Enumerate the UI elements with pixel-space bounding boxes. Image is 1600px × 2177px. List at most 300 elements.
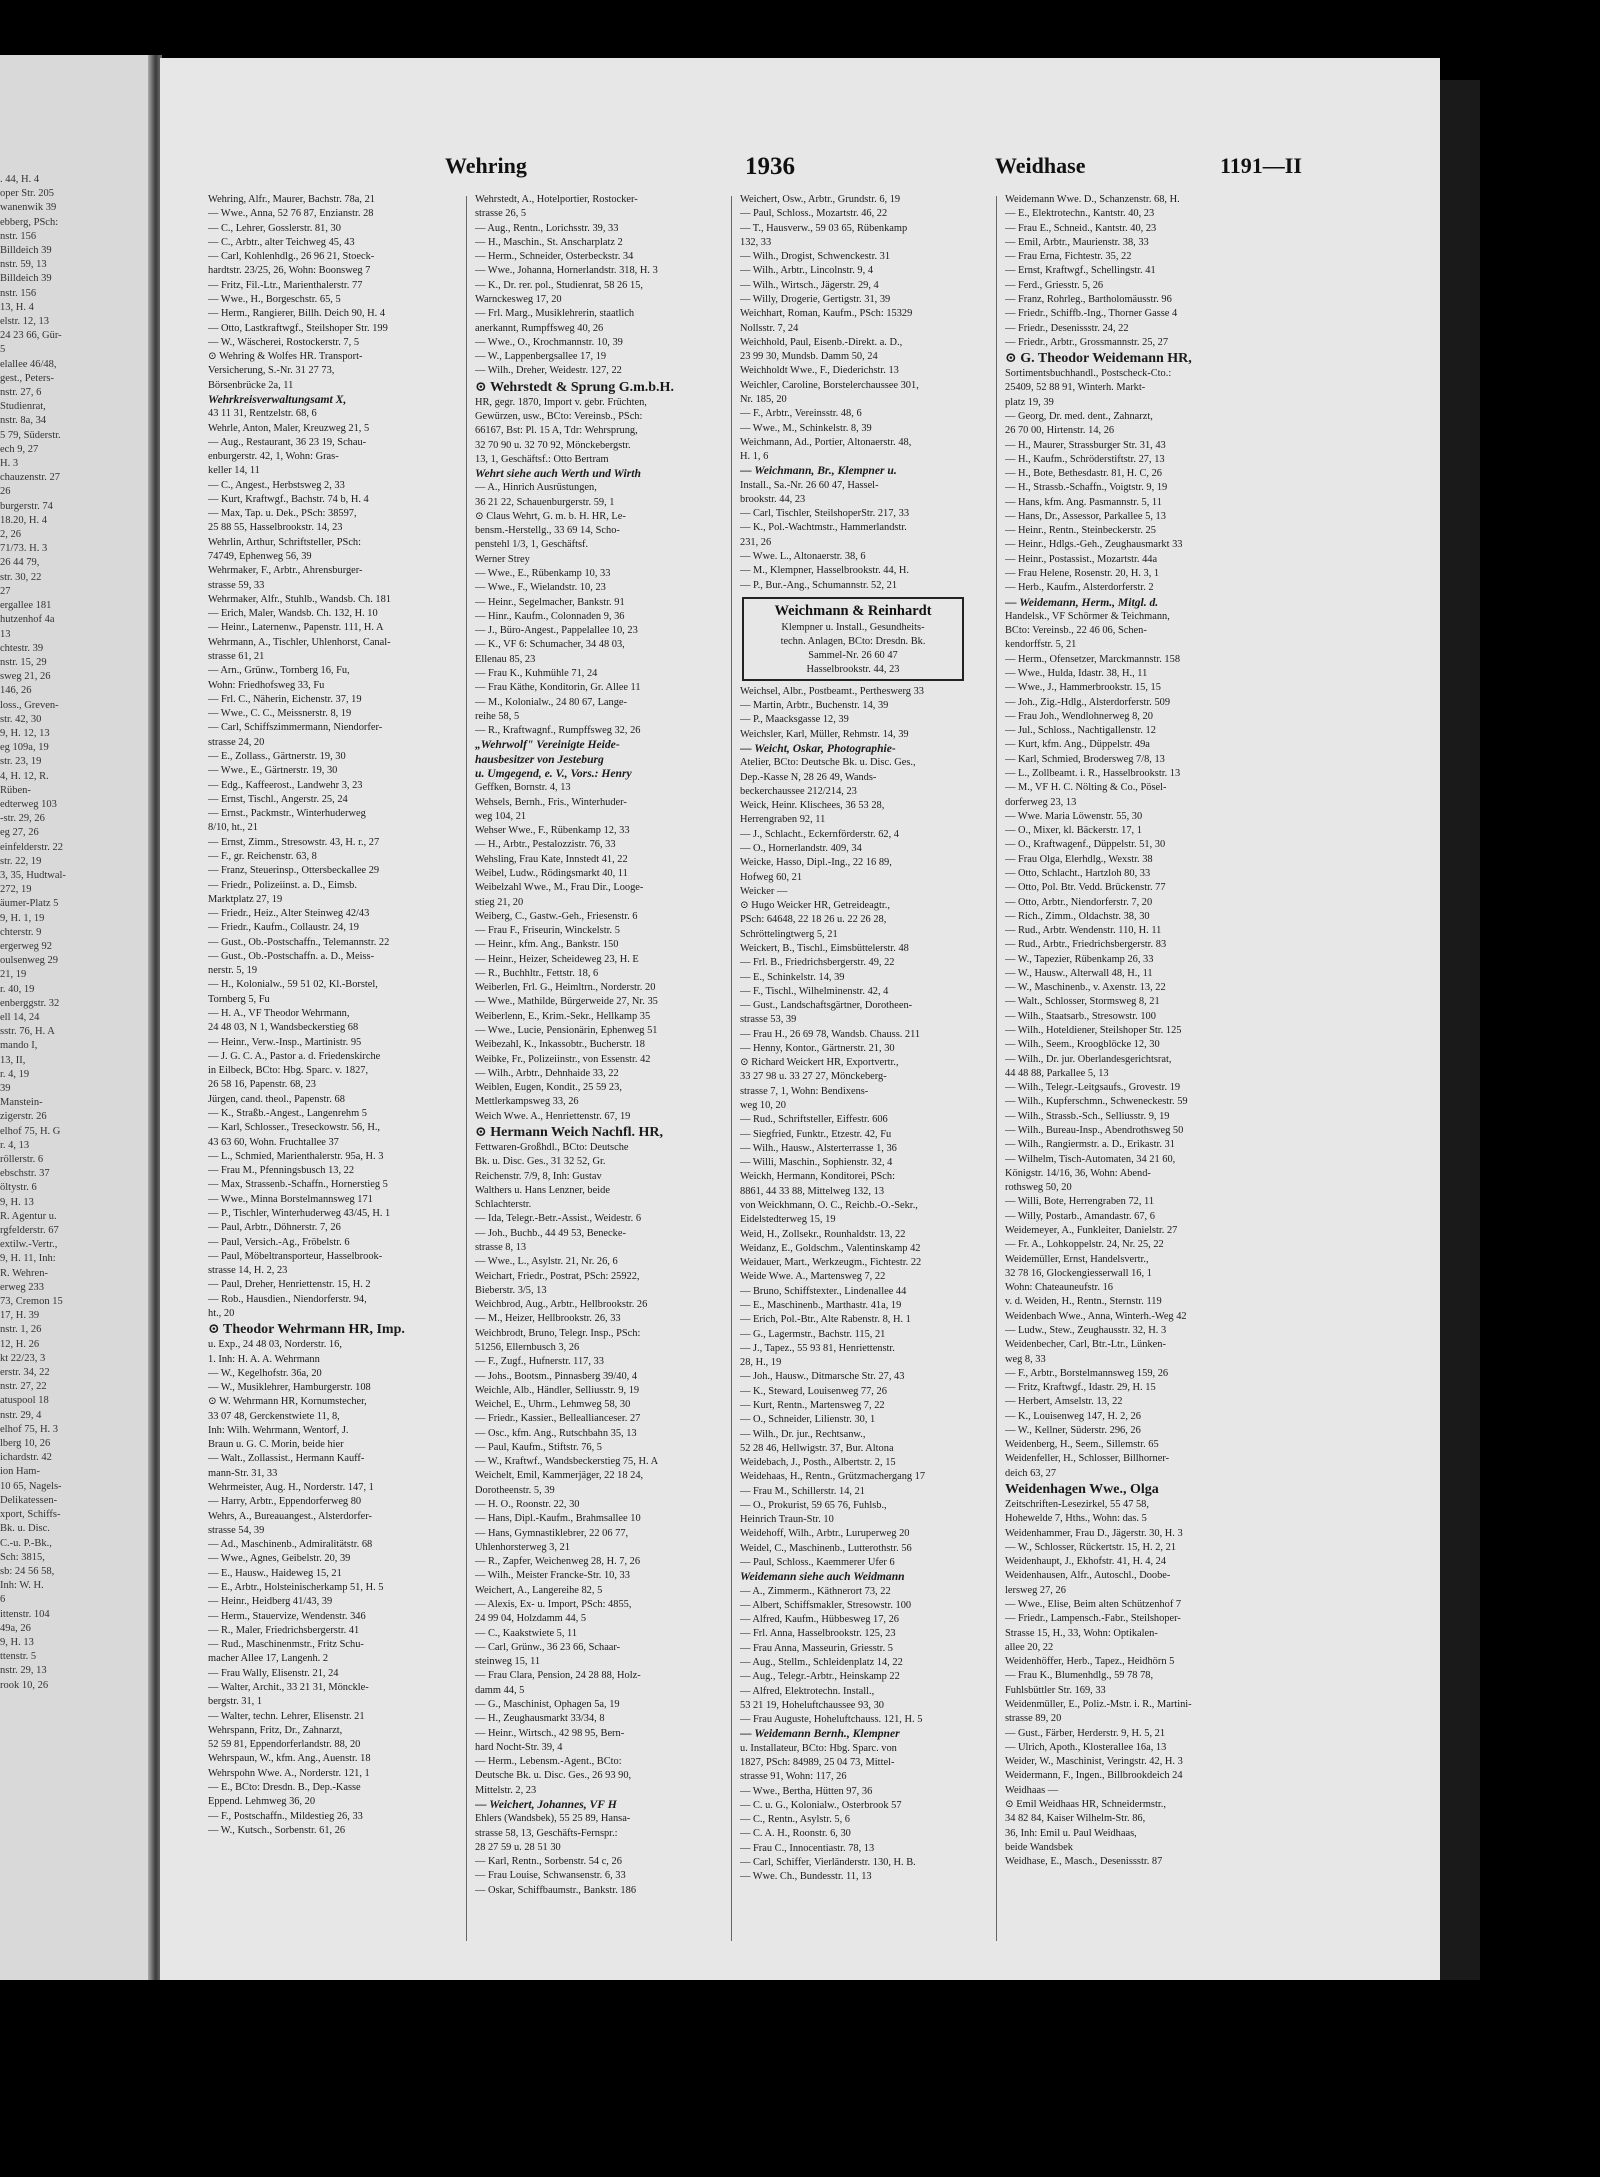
directory-entry: — C., Rentn., Asylstr. 5, 6 — [740, 1814, 850, 1826]
directory-entry: — O., Kraftwagenf., Düppelstr. 51, 30 — [1005, 839, 1166, 851]
directory-entry: — Aug., Telegr.-Arbtr., Heinskamp 22 — [740, 1671, 900, 1683]
directory-entry: — Frau Auguste, Hoheluftchauss. 121, H. 5 — [740, 1714, 923, 1726]
directory-entry: — Wwe., Bertha, Hütten 97, 36 — [740, 1785, 873, 1797]
directory-entry: rothsweg 50, 20 — [1005, 1182, 1072, 1194]
page-header — [160, 153, 1440, 193]
directory-entry: Weidehoff, Wilh., Arbtr., Luruperweg 20 — [740, 1528, 910, 1540]
directory-page — [160, 58, 1440, 1980]
directory-entry: — H. O., Roonstr. 22, 30 — [475, 1499, 580, 1511]
left-page-line: wanenwik 39 — [0, 202, 57, 214]
directory-entry: 32 78 16, Glockengiesserwall 16, 1 — [1005, 1267, 1152, 1279]
left-page-line: ebschstr. 37 — [0, 1168, 50, 1180]
directory-entry: Weiblen, Eugen, Kondit., 25 59 23, — [475, 1082, 622, 1094]
directory-entry: — Alfred, Kaufm., Hübbesweg 17, 26 — [740, 1614, 900, 1626]
directory-entry: — Ida, Telegr.-Betr.-Assist., Weidestr. 6 — [475, 1213, 642, 1225]
directory-entry: — Heinr., kfm. Ang., Bankstr. 150 — [475, 939, 619, 951]
left-page-line: 10 65, Nagels- — [0, 1480, 62, 1492]
directory-entry: Atelier, BCto: Deutsche Bk. u. Disc. Ges., — [740, 757, 916, 769]
directory-entry: 51256, Ellernbusch 3, 26 — [475, 1341, 580, 1353]
directory-entry: — Wwe., O., Krochmannstr. 10, 39 — [475, 336, 623, 348]
left-page-line: 4, H. 12, R. — [0, 770, 49, 782]
directory-entry: Herrengraben 92, 11 — [740, 814, 826, 826]
directory-entry: — Frau Erna, Fichtestr. 35, 22 — [1005, 251, 1132, 263]
directory-entry: — Gust., Ob.-Postschaffn. a. D., Meiss- — [208, 950, 375, 962]
directory-entry: Wehrmeister, Aug. H., Norderstr. 147, 1 — [208, 1482, 374, 1494]
directory-entry: — Ulrich, Apoth., Klosterallee 16a, 13 — [1005, 1741, 1167, 1753]
left-page-line: chauzenstr. 27 — [0, 472, 61, 484]
left-page-line: hutzenhof 4a — [0, 614, 55, 626]
left-page-line: r. 4, 19 — [0, 1068, 30, 1080]
directory-entry: Eidelstedterweg 15, 19 — [740, 1214, 836, 1226]
directory-entry: Weidanz, E., Goldschm., Valentinskamp 42 — [740, 1242, 921, 1254]
directory-entry: allee 20, 22 — [1005, 1641, 1054, 1653]
left-page-line: 6 — [0, 1594, 6, 1606]
directory-entry: — E., BCto: Dresdn. B., Dep.-Kasse — [208, 1781, 361, 1793]
directory-entry: — Erich, Maler, Wandsb. Ch. 132, H. 10 — [208, 608, 378, 620]
header-year: 1936 — [745, 153, 795, 180]
directory-entry: — E., Maschinenb., Marthastr. 41a, 19 — [740, 1299, 902, 1311]
directory-entry: — Wwe., Agnes, Geibelstr. 20, 39 — [208, 1553, 351, 1565]
directory-entry: dorferweg 23, 13 — [1005, 796, 1077, 808]
directory-entry: — C. A. H., Roonstr. 6, 30 — [740, 1828, 851, 1840]
left-page-line: 9, H. 1, 19 — [0, 912, 45, 924]
directory-heading-entry: ⊙ G. Theodor Weidemann HR, — [1005, 351, 1192, 367]
directory-entry: ⊙ W. Wehrmann HR, Kornumstecher, — [208, 1396, 367, 1408]
directory-entry: — Osc., kfm. Ang., Rutschbahn 35, 13 — [475, 1427, 637, 1439]
left-page-line: Delikatessen- — [0, 1494, 58, 1506]
left-page-line: 13 — [0, 628, 11, 640]
directory-entry: 24 48 03, N 1, Wandsbeckerstieg 68 — [208, 1022, 359, 1034]
directory-entry: Weide Wwe. A., Martensweg 7, 22 — [740, 1271, 886, 1283]
left-page-line: elallee 46/48, — [0, 358, 57, 370]
directory-heading-entry: ⊙ Wehrstedt & Sprung G.m.b.H. — [475, 379, 674, 395]
directory-entry: ⊙ Richard Weickert HR, Exportvertr., — [740, 1057, 899, 1069]
directory-entry: — Otto, Pol. Btr. Vedd. Brückenstr. 77 — [1005, 882, 1166, 894]
column-divider — [996, 196, 997, 1941]
left-page-line: 2, 26 — [0, 529, 21, 541]
directory-entry: deich 63, 27 — [1005, 1467, 1057, 1479]
directory-entry: — P., Maacksgasse 12, 39 — [740, 714, 849, 726]
directory-entry: Weidenberg, H., Seem., Sillemstr. 65 — [1005, 1439, 1159, 1451]
directory-entry: — Frau M., Pfenningsbusch 13, 22 — [208, 1165, 355, 1177]
left-page-line: äumer-Platz 5 — [0, 898, 59, 910]
left-page-line: erstr. 34, 22 — [0, 1367, 50, 1379]
directory-entry: — Wilh., Arbtr., Dehnhaide 33, 22 — [475, 1067, 619, 1079]
directory-entry: keller 14, 11 — [208, 465, 260, 477]
directory-entry: Weichert, Osw., Arbtr., Grundstr. 6, 19 — [740, 194, 901, 205]
directory-entry: strasse 26, 5 — [475, 208, 527, 220]
page-number: 1191—II — [1220, 153, 1302, 178]
directory-entry: — Heinr., Verw.-Insp., Martinistr. 95 — [208, 1036, 362, 1048]
directory-entry: — E., Schinkelstr. 14, 39 — [740, 971, 845, 983]
left-page-line: Studienrat, — [0, 401, 46, 413]
directory-entry: — Wwe., M., Schinkelstr. 8, 39 — [740, 422, 872, 434]
left-page-line: Bk. u. Disc. — [0, 1523, 50, 1535]
directory-entry: 231, 26 — [740, 536, 772, 548]
left-page-line: oulsenweg 29 — [0, 955, 59, 967]
directory-entry: — Friedr., Kaufm., Collaustr. 24, 19 — [208, 922, 359, 934]
directory-entry: — W., Kellner, Süderstr. 296, 26 — [1005, 1424, 1141, 1436]
directory-entry: — E., Hausw., Haideweg 15, 21 — [208, 1567, 342, 1579]
directory-entry: Weidemüller, Ernst, Handelsvertr., — [1005, 1253, 1149, 1265]
directory-entry: Weidermann, F., Ingen., Billbrookdeich 24 — [1005, 1770, 1183, 1782]
directory-entry: Weichbrod, Aug., Arbtr., Hellbrookstr. 26 — [475, 1299, 648, 1311]
directory-entry: — W., Kegelhofstr. 36a, 20 — [208, 1367, 322, 1379]
directory-entry: — Wwe., Hulda, Idastr. 38, H., 11 — [1005, 668, 1148, 679]
directory-entry: — T., Hausverw., 59 03 65, Rübenkamp — [740, 222, 908, 234]
directory-entry: — Frl. C., Näherin, Eichenstr. 37, 19 — [208, 693, 362, 705]
directory-entry: — Walt., Schlosser, Stormsweg 8, 21 — [1005, 996, 1160, 1008]
directory-heading-entry: — Weichert, Johannes, VF H — [475, 1797, 617, 1811]
directory-entry: — Frl. B., Friedrichsbergerstr. 49, 22 — [740, 957, 895, 969]
left-page-line: 12, H. 26 — [0, 1338, 40, 1350]
directory-entry: — K., Dr. rer. pol., Studienrat, 58 26 15, — [475, 279, 643, 291]
left-page-edge — [0, 55, 158, 1980]
left-page-line: nstr. 27, 22 — [0, 1381, 47, 1393]
directory-entry: — Kurt, Kraftwgf., Bachstr. 74 b, H. 4 — [208, 493, 369, 505]
directory-entry: — G., Lagermstr., Bachstr. 115, 21 — [740, 1328, 886, 1340]
left-page-line: ittenstr. 104 — [0, 1608, 50, 1620]
directory-entry: penstehl 1/3, 1, Geschäftsf. — [475, 539, 589, 551]
left-page-line: elstr. 12, 13 — [0, 316, 49, 328]
directory-entry: — Herm., Schneider, Osterbeckstr. 34 — [475, 251, 634, 263]
left-page-line: R. Agentur u. — [0, 1210, 57, 1222]
directory-entry: Weichelt, Emil, Kammerjäger, 22 18 24, — [475, 1470, 644, 1482]
directory-entry: 33 07 48, Gerckenstwiete 11, 8, — [208, 1410, 340, 1422]
directory-entry: — R., Maler, Friedrichsbergerstr. 41 — [208, 1624, 360, 1636]
directory-entry: Weidenhaupt, J., Ekhofstr. 41, H. 4, 24 — [1005, 1556, 1167, 1568]
directory-entry: Weich Wwe. A., Henriettenstr. 67, 19 — [475, 1110, 631, 1122]
directory-entry: — Walter, techn. Lehrer, Elisenstr. 21 — [208, 1710, 365, 1722]
directory-entry: — F., Arbtr., Borstelmannsweg 159, 26 — [1005, 1367, 1169, 1379]
directory-entry: — H., Maurer, Strassburger Str. 31, 43 — [1005, 439, 1166, 451]
left-page-line: 26 — [0, 486, 11, 498]
directory-entry: — Rud., Schriftsteller, Eiffestr. 606 — [740, 1114, 888, 1126]
left-page-line: 21, 19 — [0, 969, 27, 981]
directory-entry: — Emil, Arbtr., Maurienstr. 38, 33 — [1005, 236, 1149, 248]
directory-entry: — Paul, Schloss., Kaemmerer Ufer 6 — [740, 1557, 895, 1569]
directory-entry: — Gust., Landschaftsgärtner, Dorotheen- — [740, 1000, 913, 1012]
directory-entry: — Otto, Schlacht., Hartzloh 80, 33 — [1005, 867, 1151, 879]
directory-entry: Marktplatz 27, 19 — [208, 893, 283, 905]
directory-entry: Weiberg, C., Gastw.-Geh., Friesenstr. 6 — [475, 910, 638, 922]
directory-entry: — Heinr., Rentn., Steinbeckerstr. 25 — [1005, 525, 1156, 537]
left-page-line: 272, 19 — [0, 884, 32, 896]
directory-entry: — Willi, Maschin., Sophienstr. 32, 4 — [740, 1157, 893, 1169]
directory-entry: u. Installateur, BCto: Hbg. Sparc. von — [740, 1742, 897, 1754]
directory-entry: strasse 53, 39 — [740, 1014, 797, 1026]
directory-heading-entry: Wehrt siehe auch Werth und Wirth — [475, 467, 641, 481]
directory-entry: Weichert, A., Langereihe 82, 5 — [475, 1584, 603, 1596]
directory-entry: — Frau H., 26 69 78, Wandsb. Chauss. 211 — [740, 1028, 921, 1040]
directory-entry: ⊙ Emil Weidhaas HR, Schneidermstr., — [1005, 1798, 1166, 1810]
directory-entry: — M., Kolonialw., 24 80 67, Lange- — [475, 696, 627, 708]
directory-entry: — Ad., Maschinenb., Admiralitätstr. 68 — [208, 1539, 373, 1551]
left-page-line: R. Wehren- — [0, 1267, 48, 1279]
left-page-line: einfelderstr. 22 — [0, 841, 63, 853]
directory-entry: Werner Strey — [475, 553, 530, 565]
directory-entry: — Frau F., Friseurin, Winckelstr. 5 — [475, 925, 620, 937]
directory-entry: — F., Arbtr., Vereinsstr. 48, 6 — [740, 408, 862, 420]
directory-entry: 34 82 84, Kaiser Wilhelm-Str. 86, — [1005, 1813, 1146, 1825]
left-page-line: ion Ham- — [0, 1466, 40, 1478]
directory-entry: lersweg 27, 26 — [1005, 1584, 1066, 1596]
directory-entry: — Wwe., Johanna, Hornerlandstr. 318, H. 3 — [475, 265, 658, 277]
directory-entry: anerkannt, Rumpffsweg 40, 26 — [475, 322, 604, 334]
directory-entry: Weidenhöffer, Herb., Tapez., Heidhörn 5 — [1005, 1656, 1175, 1668]
left-page-line: zigerstr. 26 — [0, 1111, 47, 1123]
directory-entry: — Frl. Anna, Hasselbrookstr. 125, 23 — [740, 1628, 896, 1640]
left-page-line: str. 42, 30 — [0, 713, 42, 725]
directory-entry: — Rud., Maschinenmstr., Fritz Schu- — [208, 1639, 364, 1651]
directory-entry: in Eilbeck, BCto: Hbg. Sparc. v. 1827, — [208, 1065, 369, 1077]
left-page-line: 13, II, — [0, 1054, 26, 1066]
directory-heading-entry: — Weidemann, Herm., Mitgl. d. — [1005, 595, 1159, 609]
left-page-line: nstr. 29, 4 — [0, 1409, 42, 1421]
directory-entry: — Wilh., Hausw., Alsterterrasse 1, 36 — [740, 1142, 897, 1154]
directory-entry: Weichle, Alb., Händler, Selliusstr. 9, 19 — [475, 1384, 640, 1396]
directory-entry: Weiberlen, Frl. G., Heimltrn., Norderstr. 20 — [475, 982, 656, 994]
left-page-line: chterstr. 9 — [0, 926, 42, 938]
directory-entry: Weichhold, Paul, Eisenb.-Direkt. a. D., — [740, 336, 903, 348]
directory-entry: — Wilh., Seem., Kroogblöcke 12, 30 — [1005, 1039, 1160, 1051]
directory-entry: — H., Kaufm., Schröderstiftstr. 27, 13 — [1005, 453, 1165, 465]
directory-entry: — Wilh., Strassb.-Sch., Selliusstr. 9, 19 — [1005, 1110, 1170, 1122]
directory-entry: — W., Lappenbergsallee 17, 19 — [475, 351, 607, 363]
directory-entry: nerstr. 5, 19 — [208, 965, 258, 977]
directory-entry: — Joh., Zig.-Hdlg., Alsterdorferstr. 509 — [1005, 696, 1171, 708]
directory-entry: — Wwe., J., Hammerbrookstr. 15, 15 — [1005, 682, 1161, 694]
directory-entry: ht., 20 — [208, 1307, 235, 1319]
left-page-line: nstr. 1, 26 — [0, 1324, 42, 1336]
directory-entry: Weichsel, Albr., Postbeamt., Pertheswerg 33 — [740, 685, 924, 697]
directory-entry: strasse 89, 20 — [1005, 1713, 1062, 1725]
directory-heading-entry: „Wehrwolf" Vereinigte Heide- — [475, 738, 620, 752]
directory-entry: — Siegfried, Funktr., Etzestr. 42, Fu — [740, 1128, 892, 1140]
directory-entry: — Otto, Lastkraftwgf., Steilshoper Str. 199 — [208, 322, 388, 334]
directory-entry: — Otto, Arbtr., Niendorferstr. 7, 20 — [1005, 896, 1153, 908]
directory-entry: — Edg., Kaffeerost., Landwehr 3, 23 — [208, 779, 363, 791]
directory-entry: — Aug., Rentn., Lorichsstr. 39, 33 — [475, 222, 619, 234]
directory-entry: — Hans, Dipl.-Kaufm., Brahmsallee 10 — [475, 1513, 641, 1525]
directory-entry: 74749, Ephenweg 56, 39 — [208, 551, 312, 563]
directory-entry: 53 21 19, Hoheluftchaussee 93, 30 — [740, 1699, 884, 1711]
directory-entry: Weick, Heinr. Klischees, 36 53 28, — [740, 800, 885, 812]
directory-entry: — Georg, Dr. med. dent., Zahnarzt, — [1005, 410, 1153, 422]
directory-entry: — Ludw., Stew., Zeughausstr. 32, H. 3 — [1005, 1324, 1167, 1336]
directory-entry: — M., VF H. C. Nölting & Co., Pösel- — [1005, 782, 1167, 794]
directory-entry: — Heinr., Segelmacher, Bankstr. 91 — [475, 596, 625, 608]
left-page-line: mando I, — [0, 1040, 38, 1052]
directory-entry: — O., Prokurist, 59 65 76, Fuhlsb., — [740, 1499, 887, 1511]
left-page-line: eg 27, 26 — [0, 827, 39, 839]
left-page-line: xport, Schiffs- — [0, 1509, 61, 1521]
directory-column-2 — [475, 193, 705, 1948]
directory-heading-entry: u. Umgegend, e. V., Vors.: Henry — [475, 766, 632, 780]
directory-entry: — Henny, Kontor., Gärtnerstr. 21, 30 — [740, 1042, 895, 1054]
directory-entry: — K., VF 6: Schumacher, 34 48 03, — [475, 639, 625, 651]
directory-entry: Schröttelingtwerg 5, 21 — [740, 928, 838, 940]
left-page-line: 13, H. 4 — [0, 301, 34, 313]
directory-entry: Weichler, Caroline, Borstelerchaussee 301, — [740, 379, 919, 391]
directory-entry: Wehser Wwe., F., Rübenkamp 12, 33 — [475, 825, 630, 837]
directory-entry: — Wwe., E., Rübenkamp 10, 33 — [475, 568, 611, 580]
directory-entry: — K., Steward, Louisenweg 77, 26 — [740, 1385, 887, 1397]
directory-entry: 1827, PSch: 84989, 25 04 73, Mittel- — [740, 1756, 895, 1768]
left-page-line: sb: 24 56 58, — [0, 1565, 55, 1577]
directory-entry: Reichenstr. 7/9, 8, Inh: Gustav — [475, 1170, 602, 1182]
directory-entry: Zeitschriften-Lesezirkel, 55 47 58, — [1005, 1499, 1149, 1511]
directory-entry: — L., Schmied, Marienthalerstr. 95a, H. 3 — [208, 1150, 384, 1162]
directory-entry: strasse 58, 13, Geschäfts-Fernspr.: — [475, 1827, 618, 1839]
directory-entry: — Frau K., Blumenhdlg., 59 78 78, — [1005, 1670, 1154, 1682]
directory-entry: — R., Zapfer, Weichenweg 28, H. 7, 26 — [475, 1556, 641, 1568]
directory-entry: strasse 91, Wohn: 117, 26 — [740, 1771, 847, 1783]
directory-entry: — Frau Helene, Rosenstr. 20, H. 3, 1 — [1005, 568, 1160, 580]
directory-entry: — Bruno, Schiffstexter., Lindenallee 44 — [740, 1285, 907, 1297]
directory-entry: — Fritz, Fil.-Ltr., Marienthalerstr. 77 — [208, 279, 363, 291]
directory-entry: macher Allee 17, Langenh. 2 — [208, 1653, 329, 1665]
directory-entry: — C., Lehrer, Gosslerstr. 81, 30 — [208, 222, 341, 234]
directory-entry: Schlachterstr. — [475, 1199, 532, 1211]
directory-entry: — C., Kaakstwiete 5, 11 — [475, 1627, 578, 1639]
directory-entry: hard Nocht-Str. 39, 4 — [475, 1741, 563, 1753]
directory-entry: Versicherung, S.-Nr. 31 27 73, — [208, 365, 335, 377]
directory-entry: Mittelstr. 2, 23 — [475, 1784, 537, 1796]
directory-entry: — Wilh., Rangiermstr. a. D., Erikastr. 31 — [1005, 1139, 1175, 1151]
directory-entry: — Gust., Färber, Herderstr. 9, H. 5, 21 — [1005, 1727, 1166, 1739]
directory-entry: Weiberlenn, E., Krim.-Sekr., Hellkamp 35 — [475, 1010, 651, 1022]
directory-entry: weg 104, 21 — [475, 810, 527, 822]
directory-entry: 26 58 16, Papenstr. 68, 23 — [208, 1079, 316, 1091]
left-page-text — [0, 173, 150, 1693]
directory-entry: brookstr. 44, 23 — [740, 493, 806, 505]
directory-entry: stieg 21, 20 — [475, 896, 524, 908]
directory-entry: Weidenfeller, H., Schlosser, Billhorner- — [1005, 1453, 1170, 1465]
directory-entry: — Rich., Zimm., Oldachstr. 38, 30 — [1005, 910, 1150, 922]
directory-entry: — Ferd., Griesstr. 5, 26 — [1005, 279, 1104, 291]
directory-entry: Weidehaas, H., Rentn., Grützmachergang 17 — [740, 1471, 926, 1483]
directory-entry: — H. A., VF Theodor Wehrmann, — [208, 1008, 350, 1020]
directory-entry: — Joh., Buchb., 44 49 53, Benecke- — [475, 1227, 626, 1239]
directory-entry: Weidebach, J., Posth., Albertstr. 2, 15 — [740, 1457, 896, 1469]
directory-entry: Weicker — — [740, 885, 788, 897]
directory-entry: Weichholdt Wwe., F., Diederichstr. 13 — [740, 365, 899, 377]
directory-entry: Uhlenhorsterweg 3, 21 — [475, 1541, 570, 1553]
directory-entry: — F., gr. Reichenstr. 63, 8 — [208, 850, 317, 862]
directory-entry: Weidemeyer, A., Funkleiter, Danielstr. 27 — [1005, 1224, 1178, 1236]
directory-entry: — Aug., Stellm., Schleidenplatz 14, 22 — [740, 1657, 903, 1668]
directory-entry: — Frau C., Innocentiastr. 78, 13 — [740, 1842, 875, 1854]
directory-entry: 1. Inh: H. A. A. Wehrmann — [208, 1353, 320, 1365]
column-divider — [466, 196, 467, 1941]
directory-entry: — C., Arbtr., alter Teichweg 45, 43 — [208, 236, 355, 248]
directory-entry: Weichhart, Roman, Kaufm., PSch: 15329 — [740, 308, 913, 320]
directory-entry: — Wilh., Wirtsch., Jägerstr. 29, 4 — [740, 279, 879, 291]
directory-entry: — Franz, Steuerinsp., Ottersbeckallee 29 — [208, 865, 380, 877]
directory-entry: — Fritz, Kraftwgf., Idastr. 29, H. 15 — [1005, 1382, 1156, 1394]
directory-entry: — Franz, Rohrleg., Bartholomäusstr. 96 — [1005, 293, 1172, 305]
directory-entry: Hohewelde 7, Hths., Wohn: das. 5 — [1005, 1513, 1147, 1525]
directory-entry: — Hans, Gymnastiklebrer, 22 06 77, — [475, 1527, 629, 1539]
directory-entry: — Wilh., Hoteldiener, Steilshoper Str. 125 — [1005, 1025, 1182, 1037]
left-page-line: röllerstr. 6 — [0, 1154, 44, 1166]
directory-entry: — Wilh., Staatsarb., Stresowstr. 100 — [1005, 1010, 1156, 1022]
left-page-line: ergallee 181 — [0, 600, 52, 612]
directory-entry: — Wilh., Meister Francke-Str. 10, 33 — [475, 1570, 630, 1582]
directory-entry: — J., Tapez., 55 93 81, Henriettenstr. — [740, 1342, 895, 1354]
directory-entry: — H., Arbtr., Pestalozzistr. 76, 33 — [475, 839, 616, 851]
directory-entry: 24 99 04, Holzdamm 44, 5 — [475, 1613, 587, 1625]
directory-entry: — Friedr., Kassier., Belleallianceser. 27 — [475, 1413, 641, 1425]
directory-entry: — Wwe., E., Gärtnerstr. 19, 30 — [208, 765, 338, 777]
directory-entry: Install., Sa.-Nr. 26 60 47, Hassel- — [740, 479, 879, 491]
directory-entry: 33 27 98 u. 33 27 27, Mönckeberg- — [740, 1071, 887, 1083]
left-page-line: nstr. 156 — [0, 287, 37, 299]
directory-entry: — E., Arbtr., Holsteinischerkamp 51, H. 5 — [208, 1582, 384, 1593]
left-page-line: 17, H. 39 — [0, 1310, 40, 1322]
directory-heading-entry: ⊙ Hermann Weich Nachfl. HR, — [475, 1125, 664, 1140]
directory-entry: hardtstr. 23/25, 26, Wohn: Boonsweg 7 — [208, 265, 371, 277]
directory-entry: — Friedr., Polizeiinst. a. D., Eimsb. — [208, 879, 357, 891]
directory-entry: — Kurt, Rentn., Martensweg 7, 22 — [740, 1399, 885, 1411]
left-page-line: nstr. 27, 6 — [0, 387, 42, 399]
directory-entry: strasse 54, 39 — [208, 1524, 265, 1536]
directory-entry: — Hinr., Kaufm., Colonnaden 9, 36 — [475, 610, 625, 622]
directory-entry: Handelsk., VF Schörmer & Teichmann, — [1005, 610, 1170, 622]
left-page-line: erweg 233 — [0, 1281, 45, 1293]
left-page-line: 5 — [0, 344, 6, 356]
directory-entry: — Wwe., L., Asylstr. 21, Nr. 26, 6 — [475, 1256, 618, 1268]
directory-entry: Weidel, C., Maschinenb., Lutterothstr. 56 — [740, 1542, 912, 1554]
directory-entry: von Weickhmann, O. C., Reichb.-O.-Sekr., — [740, 1200, 918, 1211]
directory-entry: Strasse 15, H., 33, Wohn: Optikalen- — [1005, 1627, 1158, 1639]
directory-entry: — F., Zugf., Hufnerstr. 117, 33 — [475, 1356, 604, 1368]
directory-entry: damm 44, 5 — [475, 1684, 525, 1696]
directory-entry: Inh: Wilh. Wehrmann, Wentorf, J. — [208, 1424, 349, 1436]
left-page-line: elhof 75, H. G — [0, 1125, 61, 1137]
directory-entry: BCto: Vereinsb., 22 46 06, Schen- — [1005, 625, 1147, 637]
directory-entry: — Wilh., Dreher, Weidestr. 127, 22 — [475, 365, 622, 377]
directory-entry: — G., Maschinist, Ophagen 5a, 19 — [475, 1698, 620, 1710]
directory-entry: — P., Tischler, Winterhuderweg 43/45, H. 1 — [208, 1207, 391, 1219]
directory-entry: — Rud., Arbtr. Wendenstr. 110, H. 11 — [1005, 925, 1162, 937]
directory-heading-entry: Weidenhagen Wwe., Olga — [1005, 1482, 1159, 1498]
directory-entry: steinweg 15, 11 — [475, 1656, 541, 1668]
directory-entry: — Friedr., Lampensch.-Fabr., Steilshoper- — [1005, 1613, 1181, 1625]
left-page-line: nstr. 8a, 34 — [0, 415, 47, 427]
directory-entry: mann-Str. 31, 33 — [208, 1467, 278, 1479]
directory-entry: — Wwe., Lucie, Pensionärin, Ephenweg 51 — [475, 1025, 658, 1037]
directory-entry: Weicke, Hasso, Dipl.-Ing., 22 16 89, — [740, 857, 892, 869]
left-page-line: oper Str. 205 — [0, 188, 54, 200]
directory-entry: — K., Louisenweg 147, H. 2, 26 — [1005, 1410, 1141, 1422]
directory-entry: — Erich, Pol.-Btr., Alte Rabenstr. 8, H. 1 — [740, 1314, 911, 1326]
left-page-line: chtestr. 39 — [0, 642, 44, 654]
left-page-line: atuspool 18 — [0, 1395, 49, 1407]
left-page-line: enberggstr. 32 — [0, 997, 60, 1009]
directory-entry: Wehrspann, Fritz, Dr., Zahnarzt, — [208, 1724, 343, 1736]
directory-entry: Weickert, B., Tischl., Eimsbüttelerstr. 48 — [740, 942, 909, 954]
directory-entry: — Paul, Arbtr., Döhnerstr. 7, 26 — [208, 1222, 341, 1234]
left-page-line: ttenstr. 5 — [0, 1651, 37, 1663]
directory-entry: Bieberstr. 3/5, 13 — [475, 1284, 547, 1296]
directory-entry: 32 70 90 u. 32 70 92, Mönckebergstr. — [475, 439, 631, 451]
directory-entry: 43 11 31, Rentzelstr. 68, 6 — [208, 408, 317, 420]
left-page-line: Inh: W. H. — [0, 1580, 44, 1592]
directory-entry: — W., Wäscherei, Rostockerstr. 7, 5 — [208, 336, 360, 348]
directory-entry: — Frau Joh., Wendlohnerweg 8, 20 — [1005, 710, 1153, 722]
